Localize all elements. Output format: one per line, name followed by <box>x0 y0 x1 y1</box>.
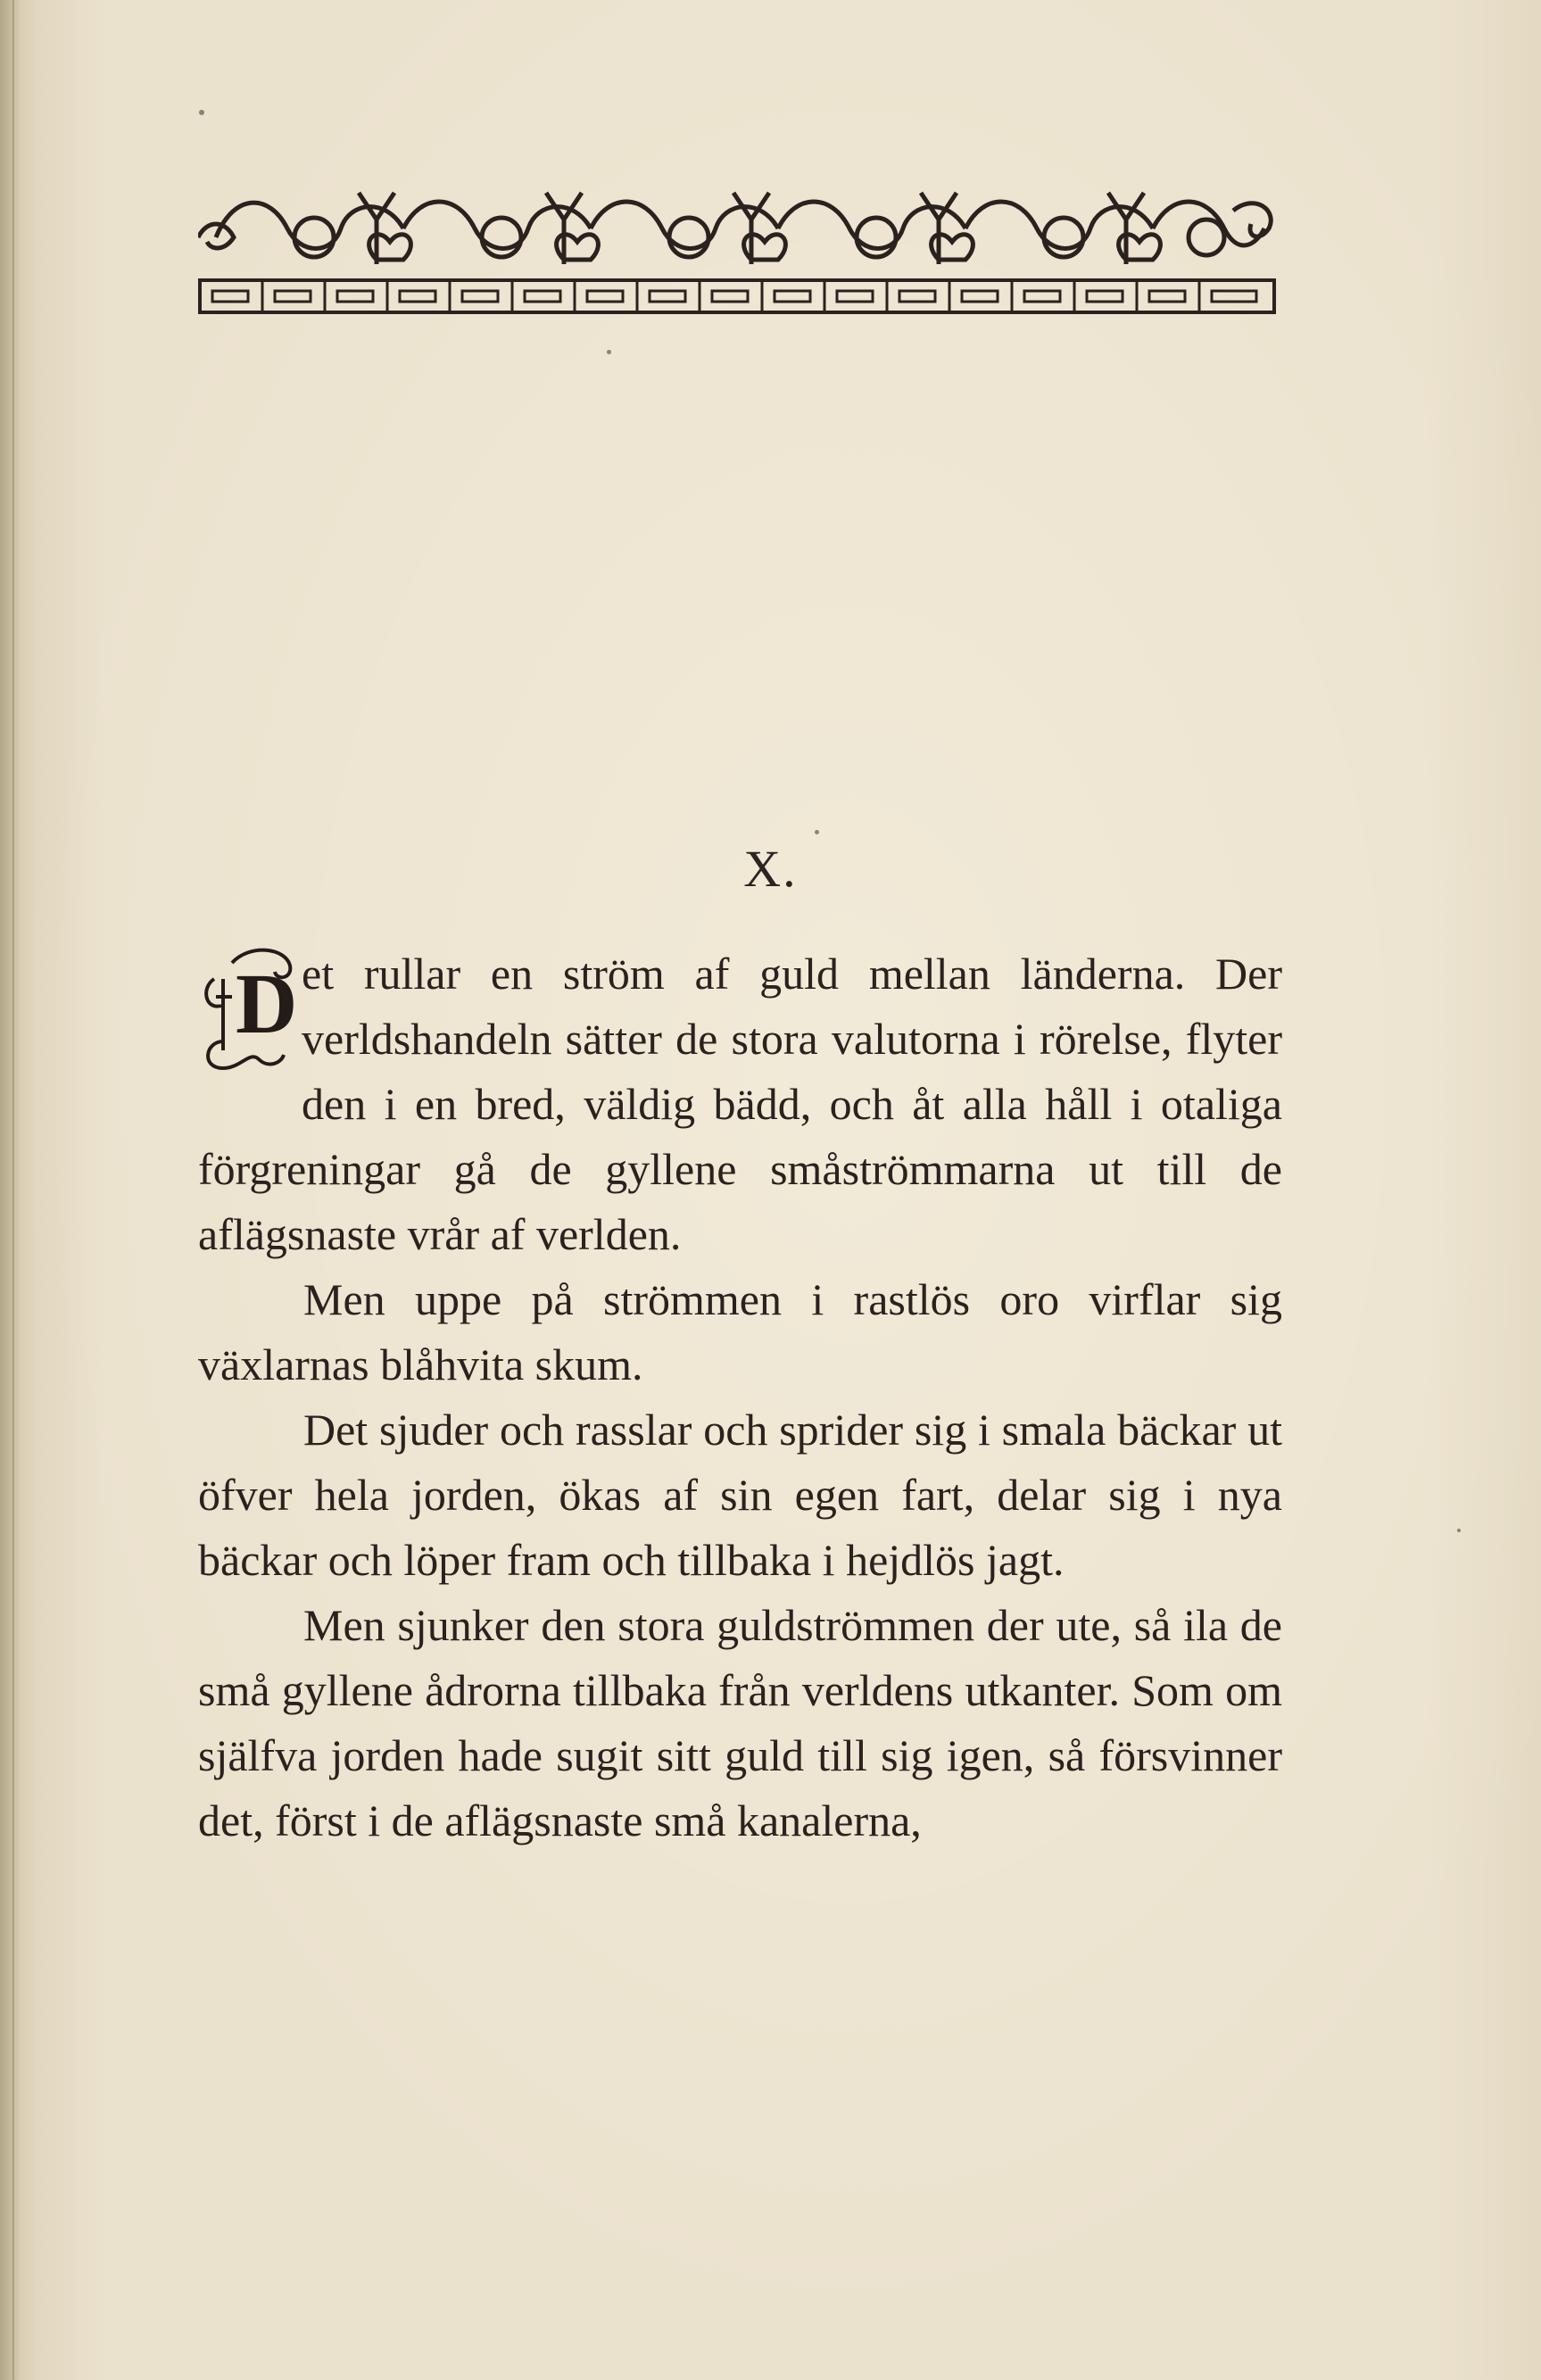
paper-speck <box>1457 1529 1461 1532</box>
drop-cap-letter: D <box>236 956 298 1051</box>
paragraph-2: Men uppe på strömmen i rastlös oro virflar sig växlarnas blåhvita skum. <box>198 1274 1282 1389</box>
paragraph-3: Det sjuder och rasslar och sprider sig i smala bäckar ut öfver hela jorden, ökas af sin egen fart, delar sig i nya bäckar och löper fram och tillbaka i hejdlös jagt. <box>198 1405 1282 1585</box>
body-text <box>198 941 1282 1853</box>
paper-speck <box>199 110 204 115</box>
decorative-initial-icon <box>196 943 296 1077</box>
paragraph-4: Men sjunker den stora guldströmmen der ute, så ila de små gyllene ådrorna tillbaka från verldens utkanter. Som om själfva jorden hade sugit sitt guld till sig igen, så försvinner det, först i de aflägsnaste små kanalerna, <box>198 1600 1282 1845</box>
paper-speck <box>607 350 611 354</box>
page-spine-shadow <box>0 0 20 2380</box>
paragraph-1-text: et rullar en ström af guld mellan länderna. Der verldshandeln sätter de stora valutorna i rörelse, flyter den i en bred, väldig bädd, och åt alla håll i otaliga förgreningar gå de gyllene småströmmarna ut till de aflägsnaste vrår af verlden. <box>198 949 1282 1259</box>
paragraph-1 <box>198 941 1282 1267</box>
spine-line <box>12 0 14 2380</box>
paper-speck <box>815 830 819 834</box>
ornamental-band-icon <box>198 175 1278 318</box>
chapter-heading: X. <box>743 840 798 898</box>
